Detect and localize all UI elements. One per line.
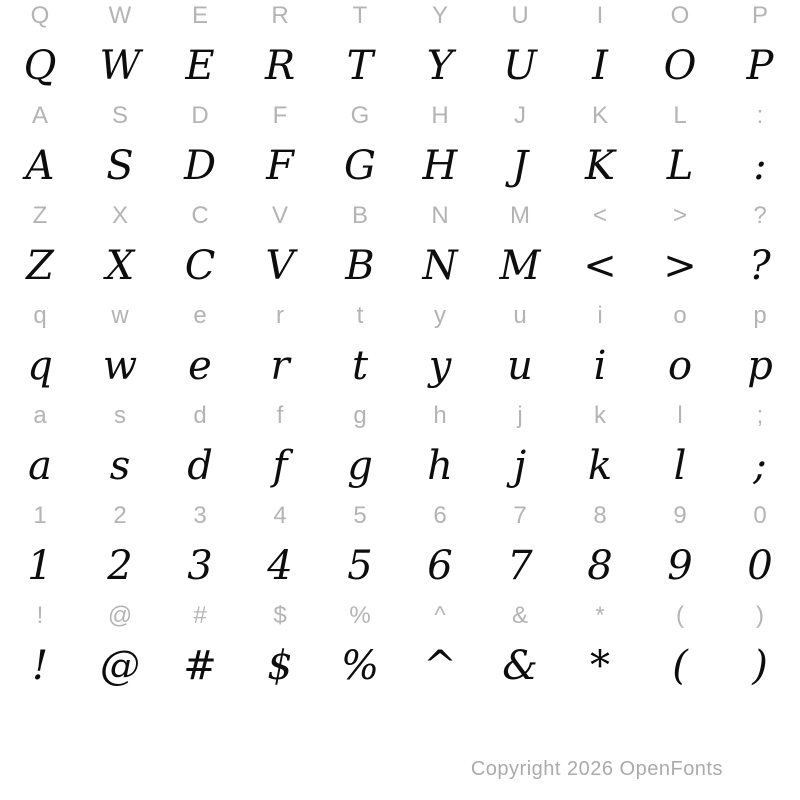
glyph-cell: T: [346, 43, 374, 89]
glyph-cell: M: [499, 243, 541, 289]
glyph-cell: t: [351, 343, 369, 389]
glyph-cell: l: [677, 402, 683, 429]
glyph-cell: S: [106, 143, 134, 189]
glyph-cell: r: [276, 302, 284, 329]
glyph-cell: g: [347, 443, 373, 489]
glyph-cell: K: [585, 143, 615, 189]
glyph-cell: :: [753, 143, 767, 189]
glyph-cell: 6: [427, 543, 453, 589]
glyph-cell: A: [25, 143, 55, 189]
glyph-cell: q: [33, 302, 47, 329]
glyph-cell: &: [502, 643, 538, 689]
gray-row-number-row: [0, 500, 800, 532]
glyph-cell: Y: [431, 2, 448, 29]
glyph-cell: V: [265, 243, 295, 289]
glyph-cell: J: [514, 102, 526, 129]
glyph-cell: f: [272, 443, 288, 489]
glyph-cell: h: [427, 443, 453, 489]
glyph-cell: p: [747, 343, 773, 389]
glyph-cell: 7: [507, 543, 533, 589]
glyph-cell: $: [267, 643, 293, 689]
glyph-cell: s: [109, 443, 131, 489]
glyph-cell: M: [510, 202, 530, 229]
glyph-cell: R: [264, 43, 296, 89]
glyph-cell: @: [100, 643, 140, 689]
glyph-cell: ?: [749, 243, 771, 289]
italic-row-lower-top-row: [0, 332, 800, 400]
specimen-pair-lower-home-row: [0, 400, 800, 500]
glyph-cell: o: [667, 343, 693, 389]
glyph-cell: @: [107, 602, 133, 629]
glyph-cell: &: [511, 602, 528, 629]
glyph-cell: 5: [353, 502, 367, 529]
glyph-cell: y: [428, 343, 452, 389]
specimen-pair-upper-bottom-row: [0, 200, 800, 300]
glyph-cell: !: [36, 602, 44, 629]
glyph-cell: d: [193, 402, 207, 429]
glyph-cell: F: [266, 143, 294, 189]
glyph-cell: *: [595, 602, 605, 629]
glyph-cell: 4: [273, 502, 287, 529]
glyph-cell: ;: [753, 443, 767, 489]
glyph-cell: ^: [423, 643, 457, 689]
glyph-cell: C: [184, 243, 216, 289]
specimen-pair-number-row: [0, 500, 800, 600]
glyph-cell: %: [349, 602, 371, 629]
glyph-cell: T: [352, 2, 368, 29]
glyph-cell: <: [583, 243, 617, 289]
glyph-cell: W: [99, 43, 141, 89]
glyph-cell: W: [108, 2, 132, 29]
glyph-cell: !: [31, 643, 49, 689]
glyph-cell: ^: [434, 602, 446, 629]
glyph-cell: o: [673, 302, 687, 329]
glyph-cell: I: [596, 2, 604, 29]
glyph-cell: p: [753, 302, 767, 329]
glyph-cell: P: [751, 2, 768, 29]
glyph-cell: r: [270, 343, 290, 389]
gray-row-lower-home-row: [0, 400, 800, 432]
glyph-cell: l: [673, 443, 687, 489]
gray-row-lower-top-row: [0, 300, 800, 332]
glyph-cell: U: [503, 43, 537, 89]
glyph-cell: B: [345, 243, 375, 289]
glyph-cell: U: [511, 2, 529, 29]
italic-row-symbol-row: [0, 632, 800, 700]
glyph-cell: Q: [23, 43, 57, 89]
glyph-cell: K: [591, 102, 608, 129]
glyph-cell: 1: [33, 502, 47, 529]
glyph-cell: k: [594, 402, 606, 429]
glyph-cell: H: [422, 143, 458, 189]
glyph-cell: F: [272, 102, 288, 129]
glyph-cell: k: [587, 443, 613, 489]
glyph-cell: I: [592, 43, 608, 89]
glyph-cell: d: [187, 443, 213, 489]
glyph-cell: G: [350, 102, 370, 129]
glyph-cell: $: [273, 602, 287, 629]
glyph-cell: (: [676, 602, 684, 629]
glyph-cell: i: [593, 343, 607, 389]
glyph-cell: ?: [753, 202, 767, 229]
glyph-cell: #: [183, 643, 217, 689]
glyph-cell: e: [193, 302, 207, 329]
glyph-cell: 3: [193, 502, 207, 529]
glyph-cell: 0: [747, 543, 773, 589]
glyph-cell: 2: [107, 543, 133, 589]
glyph-cell: 5: [347, 543, 373, 589]
glyph-cell: 8: [587, 543, 613, 589]
gray-row-upper-bottom-row: [0, 200, 800, 232]
glyph-cell: q: [27, 343, 53, 389]
glyph-cell: X: [111, 202, 128, 229]
glyph-cell: j: [513, 443, 527, 489]
specimen-pair-symbol-row: [0, 600, 800, 700]
glyph-cell: %: [340, 643, 379, 689]
glyph-cell: g: [353, 402, 367, 429]
glyph-cell: 0: [753, 502, 767, 529]
glyph-cell: J: [511, 143, 529, 189]
glyph-cell: u: [507, 343, 533, 389]
glyph-cell: <: [592, 202, 607, 229]
glyph-cell: 9: [667, 543, 693, 589]
gray-row-symbol-row: [0, 600, 800, 632]
specimen-pair-upper-top-row: [0, 0, 800, 100]
glyph-cell: a: [28, 443, 52, 489]
glyph-cell: 3: [187, 543, 213, 589]
glyph-cell: h: [433, 402, 447, 429]
glyph-cell: e: [188, 343, 212, 389]
specimen-pair-upper-home-row: [0, 100, 800, 200]
glyph-cell: f: [276, 402, 284, 429]
glyph-cell: S: [111, 102, 128, 129]
glyph-cell: P: [746, 43, 774, 89]
glyph-cell: #: [193, 602, 207, 629]
glyph-cell: D: [183, 143, 217, 189]
glyph-cell: 2: [113, 502, 127, 529]
glyph-cell: y: [434, 302, 446, 329]
glyph-cell: L: [666, 143, 694, 189]
glyph-cell: D: [191, 102, 209, 129]
glyph-cell: B: [351, 202, 368, 229]
italic-row-upper-top-row: [0, 32, 800, 100]
glyph-cell: a: [33, 402, 47, 429]
glyph-cell: N: [422, 243, 458, 289]
glyph-cell: Y: [426, 43, 454, 89]
glyph-cell: u: [513, 302, 527, 329]
glyph-cell: E: [191, 2, 208, 29]
glyph-cell: j: [517, 402, 523, 429]
glyph-cell: V: [271, 202, 288, 229]
glyph-cell: 1: [27, 543, 53, 589]
glyph-cell: w: [111, 302, 129, 329]
glyph-cell: t: [356, 302, 364, 329]
glyph-cell: (: [672, 643, 688, 689]
glyph-cell: Q: [30, 2, 50, 29]
glyph-cell: i: [597, 302, 603, 329]
glyph-cell: H: [431, 102, 449, 129]
italic-row-number-row: [0, 532, 800, 600]
italic-row-upper-home-row: [0, 132, 800, 200]
glyph-cell: N: [431, 202, 449, 229]
footer-copyright: Copyright 2026 OpenFonts: [470, 758, 723, 780]
glyph-cell: :: [756, 102, 764, 129]
glyph-cell: 9: [673, 502, 687, 529]
glyph-cell: *: [590, 643, 610, 689]
specimen-pair-lower-top-row: [0, 300, 800, 400]
glyph-cell: O: [663, 43, 697, 89]
italic-row-lower-home-row: [0, 432, 800, 500]
glyph-cell: A: [31, 102, 48, 129]
glyph-cell: Z: [26, 243, 54, 289]
glyph-cell: 8: [593, 502, 607, 529]
glyph-cell: O: [670, 2, 690, 29]
glyph-cell: >: [672, 202, 687, 229]
glyph-cell: 4: [267, 543, 293, 589]
glyph-cell: ;: [756, 402, 764, 429]
gray-row-upper-top-row: [0, 0, 800, 32]
glyph-cell: >: [663, 243, 697, 289]
glyph-cell: ): [752, 643, 768, 689]
glyph-cell: ): [756, 602, 764, 629]
gray-row-upper-home-row: [0, 100, 800, 132]
glyph-cell: Z: [32, 202, 48, 229]
glyph-cell: L: [673, 102, 687, 129]
glyph-cell: R: [271, 2, 289, 29]
glyph-cell: C: [191, 202, 209, 229]
glyph-cell: w: [102, 343, 138, 389]
glyph-cell: G: [344, 143, 376, 189]
glyph-cell: s: [114, 402, 126, 429]
italic-row-upper-bottom-row: [0, 232, 800, 300]
glyph-cell: E: [185, 43, 215, 89]
glyph-cell: 7: [513, 502, 527, 529]
glyph-cell: X: [105, 243, 135, 289]
glyph-cell: 6: [433, 502, 447, 529]
